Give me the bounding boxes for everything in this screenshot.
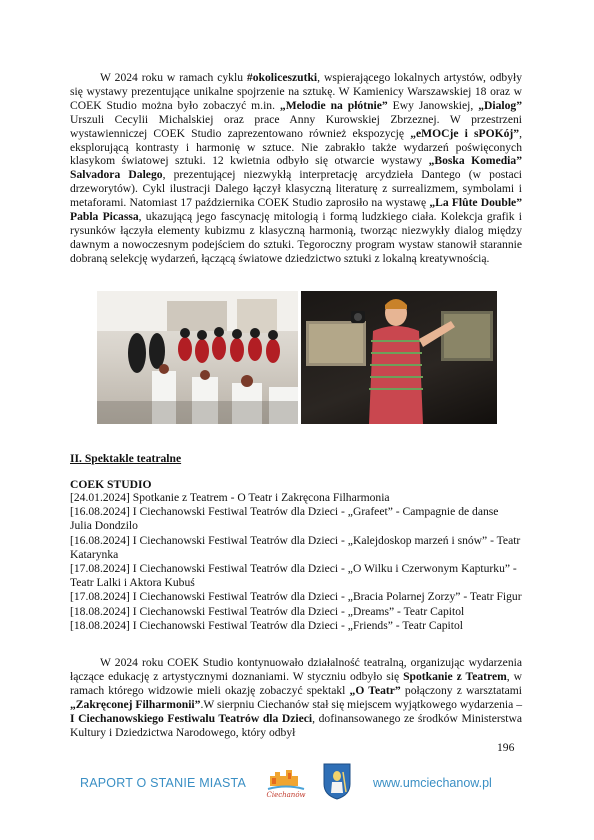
photo-strip	[97, 291, 497, 424]
city-logo-icon	[266, 764, 306, 800]
list-item: [16.08.2024] I Ciechanowski Festiwal Teatrów dla Dzieci - „Kalejdoskop marzeń i snów” - Teatr Katarynka	[70, 533, 521, 561]
logo-lettering: Ciechanów	[266, 791, 306, 799]
exhibition-opening-photo	[97, 291, 298, 424]
list-item: [18.08.2024] I Ciechanowski Festiwal Teatrów dla Dzieci - „Dreams” - Teatr Capitol	[70, 604, 465, 618]
page-footer	[0, 760, 594, 810]
footer-report-title: RAPORT O STANIE MIASTA	[80, 776, 247, 790]
coat-of-arms-icon	[322, 762, 352, 800]
exhibitions-paragraph: W 2024 roku w ramach cyklu #okoliceszutki, wspierającego lokalnych artystów, odbyły się wystawy prezentujące unikalne spojrzenie na sztukę. W Kamienicy Warszawskiej 18 oraz w COEK Studio można było zobaczyć m.in. „Melodie na płótnie” Ewy Janowskiej, „Dialog” Urszuli Cecylii Michalskiej oraz prace Anny Kurowskiej Zbrzeznej. W przestrzeni wystawienniczej COEK Studio zaprezentowano również ekspozycję „eMOCje i sPOKój”, eksplorującą kontrasty i harmonię w sztuce. Nie zabrakło także wydarzeń poświęconych klasykom światowej sztuki. 12 kwietnia odbyło się otwarcie wystawy „Boska Komedia” Salvadora Dalego, prezentującej niezwykłą interpretację arcydzieła Dantego (w postaci drzeworytów). Cykl ilustracji Dalego łączył klasyczną literaturę z surrealizmem, symbolami i metaforami. Natomiast 17 października COEK Studio zaprosiło na wystawę „La Flûte Double” Pabla Picassa, ukazującą jego fascynację mitologią i formą ludzkiego ciała. Kolekcja grafik i rysunków łączyła elementy kubizmu z klasyczną harmonią, tworząc niezwykły dialog między dawnym a nowoczesnym podejściem do sztuki. Tegoroczny program wystaw stanowił starannie dobraną selekcję wydarzeń, łączącą światowe dziedzictwo sztuki z lokalną kreatywnością.	[70, 71, 523, 265]
list-item: [17.08.2024] I Ciechanowski Festiwal Teatrów dla Dzieci - „O Wilku i Czerwonym Kapturku” - Teatr Lalki i Aktora Kubuś	[70, 562, 517, 590]
page-number: 196	[497, 741, 515, 754]
events-list	[70, 491, 522, 633]
section-title: II. Spektakle teatralne	[70, 452, 182, 465]
list-item: [17.08.2024] I Ciechanowski Festiwal Teatrów dla Dzieci - „Bracia Polarnej Zorzy” - Teatr Figur	[70, 590, 522, 604]
exhibition-photographer-photo	[301, 291, 497, 424]
list-item: [18.08.2024] I Ciechanowski Festiwal Teatrów dla Dzieci - „Friends” - Teatr Capitol	[70, 618, 463, 632]
list-item: [24.01.2024] Spotkanie z Teatrem - O Teatr i Zakręcona Filharmonia	[70, 491, 390, 504]
footer-website-link[interactable]: www.umciechanow.pl	[373, 776, 492, 790]
theatre-paragraph: W 2024 roku COEK Studio kontynuowało działalność teatralną, organizując wydarzenia łączące edukację z artystycznymi doznaniami. W styczniu odbyło się Spotkanie z Teatrem, w ramach którego widzowie mieli okazję zobaczyć spektakl „O Teatr” połączony z warsztatami „Zakręconej Filharmonii”.W sierpniu Ciechanów stał się miejscem wyjątkowego wydarzenia – I Ciechanowskiego Festiwalu Teatrów dla Dzieci, dofinansowanego ze środków Ministerstwa Kultury i Dziedzictwa Narodowego, który odbył	[70, 656, 523, 739]
list-item: [16.08.2024] I Ciechanowski Festiwal Teatrów dla Dzieci - „Grafeet” - Campagnie de danse Julia Dondzilo	[70, 505, 499, 533]
subsection-title: COEK STUDIO	[70, 478, 152, 491]
